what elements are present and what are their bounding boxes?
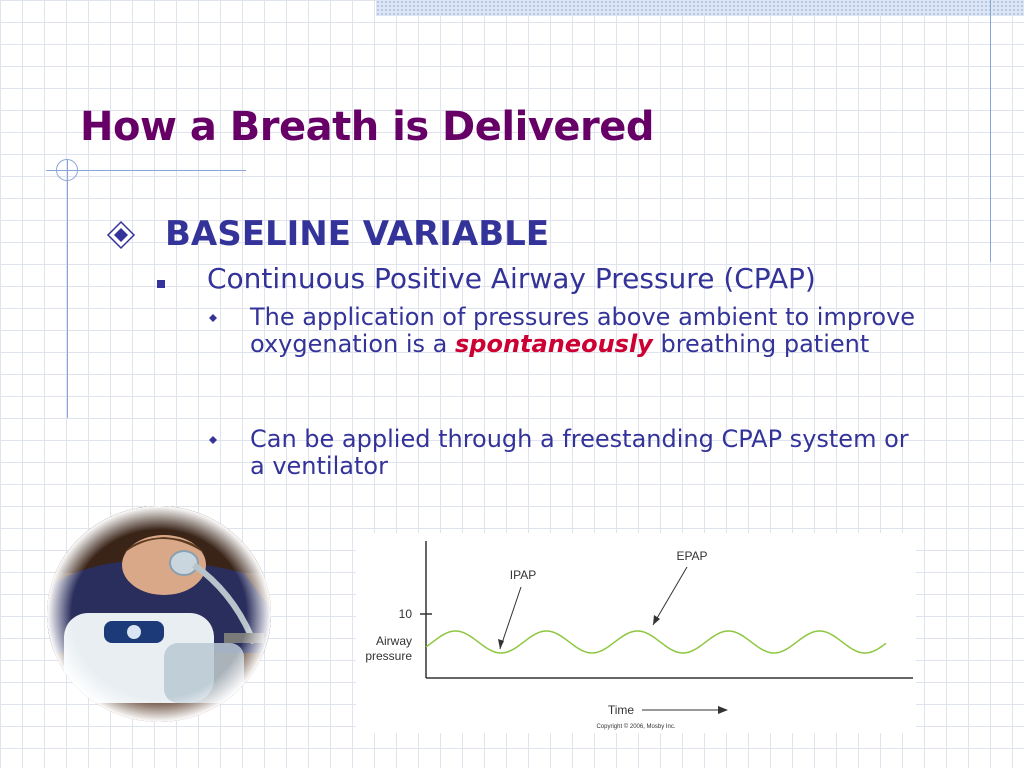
ipap-annotation: IPAP [509,568,537,582]
time-arrowhead [718,706,728,714]
slide-title: How a Breath is Delivered [80,104,655,150]
top-decor-band [376,0,1024,16]
epap-arrowhead [653,615,660,625]
decor-line-left [67,160,68,418]
square-bullet-icon [157,280,165,288]
pressure-wave-line [426,631,886,653]
small-diamond-bullet-icon [209,314,217,322]
bullet-application-part2: breathing patient [652,330,870,358]
cpap-pressure-chart [356,533,916,733]
bullet-application-part1: The application of pressures above ambient to improve oxygenation is a [250,303,916,358]
epap-annotation: EPAP [676,549,708,563]
cpap-subheading: Continuous Positive Airway Pressure (CPAP) [207,262,816,295]
baseline-variable-heading: BASELINE VARIABLE [165,214,550,254]
decor-line-right [990,0,991,262]
y-axis-label-line1: Airway [375,634,412,648]
bullet-application-text [250,304,930,358]
bullet-applied-through-text: Can be applied through a freestanding CPAP system or a ventilator [250,425,909,480]
chart-copyright: Copyright © 2006, Mosby Inc. [596,724,676,730]
patient-cpap-photo [44,503,274,725]
spontaneously-emphasis: spontaneously [455,330,653,358]
small-diamond-bullet-icon [209,436,217,444]
x-axis-label: Time [607,703,635,717]
diamond-bullet-icon [106,220,136,250]
ipap-arrow [500,587,521,649]
y-axis-label-line2: pressure [365,649,412,663]
y-tick-label: 10 [398,607,412,621]
epap-arrow [653,567,687,625]
decor-circle [56,159,78,181]
